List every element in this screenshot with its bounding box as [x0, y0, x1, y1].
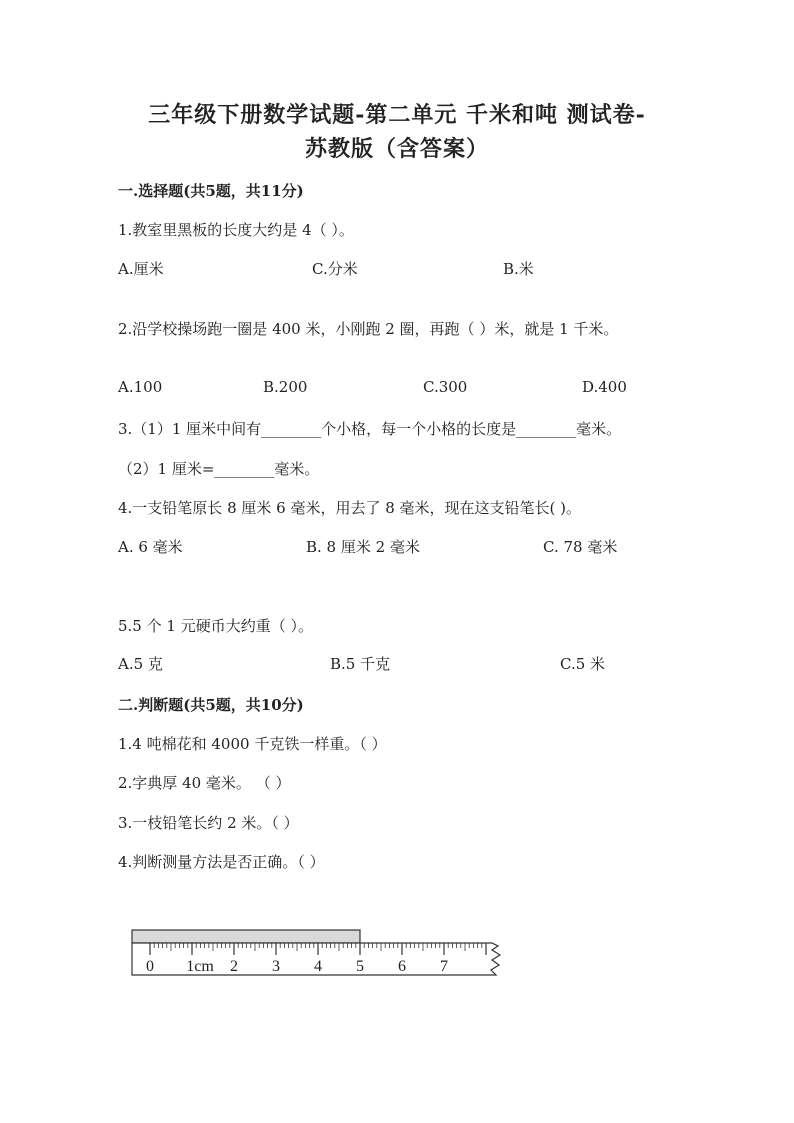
q1-option-b: B.米 [503, 260, 534, 278]
judgement-item-3: 3.一枝铅笔长约 2 米。（ ） [118, 814, 299, 832]
q4-option-a: A. 6 毫米 [118, 538, 183, 556]
question-3-part1: 3.（1）1 厘米中间有________个小格，每一个小格的长度是________毫米。 [118, 420, 622, 438]
judgement-item-4: 4.判断测量方法是否正确。（ ） [118, 853, 325, 871]
q2-option-c: C.300 [423, 378, 468, 396]
q4-option-b: B. 8 厘米 2 毫米 [306, 538, 420, 556]
q5-option-b: B.5 千克 [330, 655, 391, 673]
ruler-label: 2 [230, 958, 238, 975]
ruler-label: 6 [398, 958, 406, 975]
section-heading-judgement: 二.判断题(共5题，共10分) [118, 696, 304, 714]
q2-option-d: D.400 [582, 378, 627, 396]
q1-option-a: A.厘米 [118, 260, 164, 278]
document-title-line2: 苏教版（含答案） [304, 136, 489, 162]
q4-option-c: C. 78 毫米 [543, 538, 618, 556]
question-3-part2: （2）1 厘米=________毫米。 [118, 460, 320, 478]
pencil-bar [132, 930, 360, 943]
section-heading-choice: 一.选择题(共5题，共11分) [118, 182, 304, 200]
question-4: 4.一支铅笔原长 8 厘米 6 毫米，用去了 8 毫米，现在这支铅笔长( )。 [118, 499, 582, 517]
question-1: 1.教室里黑板的长度大约是 4（ ）。 [118, 221, 354, 239]
document-title-line1: 三年级下册数学试题-第二单元 千米和吨 测试卷- [148, 102, 646, 128]
question-2: 2.沿学校操场跑一圈是 400 米，小刚跑 2 圈，再跑（ ）米，就是 1 千米。 [118, 320, 619, 338]
question-5: 5.5 个 1 元硬币大约重（ ）。 [118, 617, 313, 635]
judgement-item-2: 2.字典厚 40 毫米。 （ ） [118, 774, 291, 792]
judgement-item-1: 1.4 吨棉花和 4000 千克铁一样重。（ ） [118, 735, 387, 753]
q2-option-a: A.100 [118, 378, 163, 396]
ruler-label: 4 [314, 958, 322, 975]
ruler-label: 3 [272, 958, 280, 975]
q2-option-b: B.200 [263, 378, 308, 396]
ruler-figure [120, 920, 520, 982]
q5-option-c: C.5 米 [560, 655, 606, 673]
ruler-label: 0 [146, 958, 154, 975]
ruler-label: 1cm [186, 958, 214, 975]
ruler-label: 5 [356, 958, 364, 975]
ruler-label: 7 [440, 958, 448, 975]
q1-option-c: C.分米 [312, 260, 358, 278]
q5-option-a: A.5 克 [118, 655, 163, 673]
